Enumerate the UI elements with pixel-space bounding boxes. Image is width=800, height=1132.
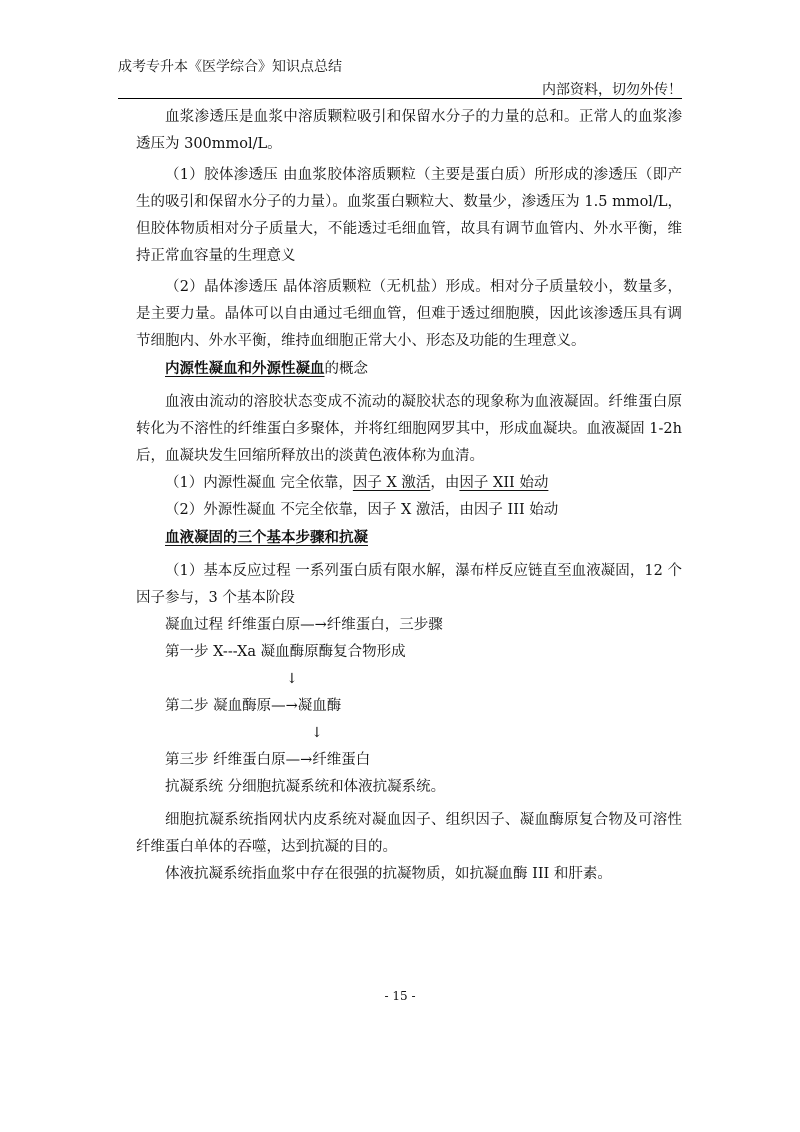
header-divider: [118, 98, 682, 99]
down-arrow-icon: ↓: [311, 725, 323, 741]
line-extrinsic-coagulation: （2）外源性凝血 不完全依靠，因子 X 激活，由因子 III 始动: [165, 502, 559, 518]
intrinsic-connector: ，由: [430, 475, 460, 491]
header-confidential-note: 内部资料，切勿外传！: [542, 82, 682, 98]
section-heading-coagulation-steps: [136, 524, 682, 552]
page-number: - 15 -: [384, 989, 416, 1003]
paragraph-colloid-osmotic-pressure: （1）胶体渗透压 由血浆胶体溶质颗粒（主要是蛋白质）所形成的渗透压（即产生的吸引和保留水分子的力量）。血浆蛋白颗粒大、数量少，渗透压为 1.5 mmol/L，但胶体物质相对分子质量大，不能透过毛细血管，故具有调节血管内、外水平衡，维持正常血容量的生理意义: [136, 167, 682, 264]
section-heading-coagulation-pathways-suffix: 的概念: [324, 361, 368, 377]
step-two-down-arrow: [136, 720, 682, 747]
line-step-three: 第三步 纤维蛋白原—→纤维蛋白: [165, 752, 371, 768]
paragraph-crystalloid-osmotic-pressure: （2）晶体渗透压 晶体溶质颗粒（无机盐）形成。相对分子质量较小，数量多，是主要力量。晶体可以自由通过毛细血管，但难于透过细胞膜，因此该渗透压具有调节细胞内、外水平衡，维持血细胞正常大小、形态及功能的生理意义。: [136, 279, 682, 349]
paragraph-basic-reaction-process: （1）基本反应过程 一系列蛋白质有限水解，瀑布样反应链直至血液凝固，12 个因子参与，3 个基本阶段: [136, 563, 682, 606]
header-title: 成考专升本《医学综合》知识点总结: [118, 59, 342, 75]
line-intrinsic-coagulation: [136, 470, 682, 497]
intrinsic-label: （1）内源性凝血 完全依靠，: [165, 475, 353, 491]
intrinsic-factor-x-activation: 因子 X 激活: [352, 475, 431, 491]
down-arrow-icon: ↓: [286, 671, 298, 687]
paragraph-plasma-osmotic-pressure: 血浆渗透压是血浆中溶质颗粒吸引和保留水分子的力量的总和。正常人的血浆渗透压为 300mmol/L。: [136, 109, 682, 152]
line-coagulation-process: 凝血过程 纤维蛋白原—→纤维蛋白，三步骤: [165, 617, 443, 633]
step-one-down-arrow: [136, 666, 682, 693]
paragraph-blood-coagulation-definition: 血液由流动的溶胶状态变成不流动的凝胶状态的现象称为血液凝固。纤维蛋白原转化为不溶性的纤维蛋白多聚体，并将红细胞网罗其中，形成血凝块。血液凝固 1-2h 后，血凝块发生回缩所释放出的淡黄色液体称为血清。: [136, 394, 682, 464]
intrinsic-factor-xii-initiation: 因子 XII 始动: [459, 475, 549, 491]
document-body: [136, 104, 682, 888]
line-step-one: 第一步 X---Xa 凝血酶原酶复合物形成: [165, 644, 406, 660]
section-heading-coagulation-pathways-bold: 内源性凝血和外源性凝血: [165, 360, 325, 377]
paragraph-cellular-anticoagulation: 细胞抗凝系统指网状内皮系统对凝血因子、组织因子、凝血酶原复合物及可溶性纤维蛋白单体的吞噬，达到抗凝的目的。: [136, 812, 682, 855]
paragraph-humoral-anticoagulation: 体液抗凝系统指血浆中存在很强的抗凝物质，如抗凝血酶 III 和肝素。: [165, 866, 612, 882]
line-anticoagulation-systems: 抗凝系统 分细胞抗凝系统和体液抗凝系统。: [165, 779, 446, 795]
line-step-two: 第二步 凝血酶原—→凝血酶: [165, 698, 342, 714]
section-heading-coagulation-steps-bold: 血液凝固的三个基本步骤和抗凝: [165, 529, 368, 546]
section-heading-coagulation-pathways: [136, 355, 682, 383]
